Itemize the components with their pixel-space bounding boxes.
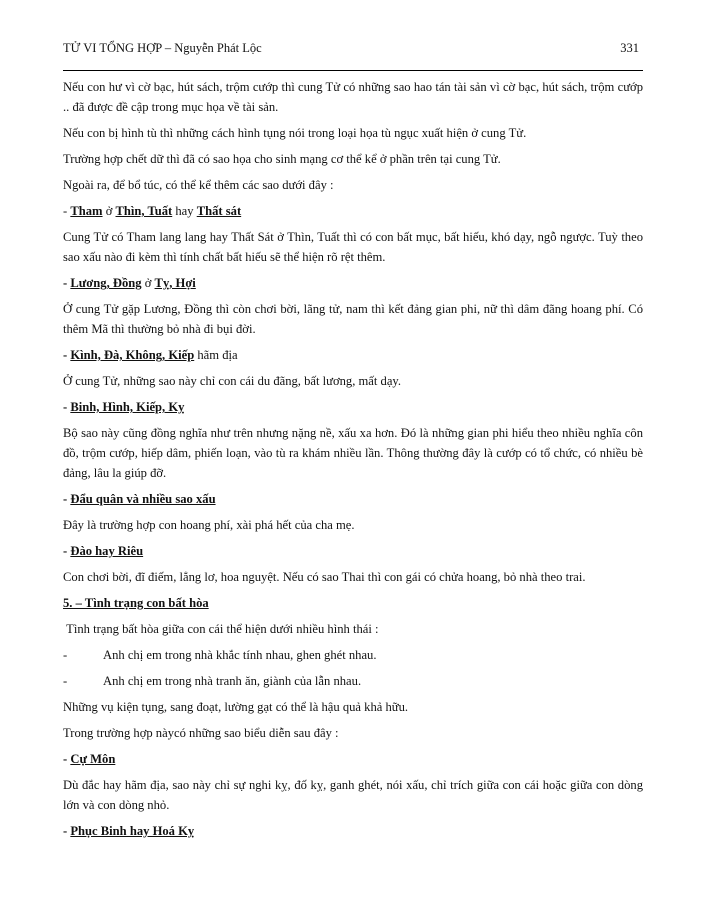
paragraph: Cung Tử có Tham lang lang hay Thất Sát ở Thìn, Tuất thì có con bất mục, bất hiếu, khó dạy, ngỗ ngược. Tuỳ theo sao xấu nào đi kèm thì tính chất bất hiếu sẽ thể hiện rõ rệt thêm. <box>63 230 643 264</box>
list-item: - Anh chị em trong nhà khắc tính nhau, ghen ghét nhau. <box>63 648 377 662</box>
subheading-kinh-da: - Kình, Đà, Không, Kiếp hãm địa <box>63 348 238 362</box>
paragraph: Con chơi bời, đĩ điếm, lẳng lơ, hoa nguyệt. Nếu có sao Thai thì con gái có chửa hoang, bỏ nhà theo trai. <box>63 570 586 584</box>
paragraph: Trong trường hợp nàycó những sao biểu diễn sau đây : <box>63 726 339 740</box>
subheading-dao-rieu: - Đào hay Riêu <box>63 544 144 558</box>
content <box>63 77 643 847</box>
paragraph: Nếu con bị hình tù thì những cách hình tụng nói trong loại họa tù ngục xuất hiện ở cung Tử. <box>63 126 527 140</box>
list-item: - Anh chị em trong nhà tranh ăn, giành của lẫn nhau. <box>63 674 362 688</box>
page-number: 331 <box>620 41 639 55</box>
paragraph: Bộ sao này cũng đồng nghĩa như trên nhưng nặng nề, xấu xa hơn. Đó là những gian phi hiểu theo nhiều nghĩa côn đồ, trộm cướp, hiếp dâm, phiến loạn, vào tù ra khám nhiều lần. Thông thường đây là cướp có tổ chức, có nhiều bè đảng, lâu la giúp đỡ. <box>63 426 643 480</box>
subheading-luong-dong: - Lương, Đồng ở Tỵ, Hợi <box>63 276 196 290</box>
paragraph: Dù đắc hay hãm địa, sao này chỉ sự nghi kỵ, đố kỵ, ganh ghét, nói xấu, chỉ trích giữa con cái hoặc giữa con dòng lớn và con dòng nhỏ. <box>63 778 643 812</box>
subheading-phuc-binh: - Phục Binh hay Hoá Kỵ <box>63 824 195 838</box>
subheading-cu-mon: - Cự Môn <box>63 752 116 766</box>
page-header <box>63 41 639 56</box>
paragraph: Ở cung Tử, những sao này chỉ con cái du đãng, bất lương, mất dạy. <box>63 374 402 388</box>
paragraph: Những vụ kiện tụng, sang đoạt, lường gạt có thể là hậu quả khả hữu. <box>63 700 409 714</box>
header-title: TỬ VI TỔNG HỢP – Nguyễn Phát Lộc <box>63 41 262 55</box>
subheading-dau-quan: - Đẩu quân và nhiều sao xấu <box>63 492 216 506</box>
paragraph: Nếu con hư vì cờ bạc, hút sách, trộm cướp thì cung Tử có những sao hao tán tài sản vì cờ bạc, hút sách, trộm cướp .. đã được đề cập trong mục họa về tài sản. <box>63 80 643 114</box>
subheading-binh-hinh: - Binh, Hình, Kiếp, Kỵ <box>63 400 185 414</box>
subheading-tham: - Tham ở Thìn, Tuất hay Thất sát <box>63 204 242 218</box>
section-heading: 5. – Tình trạng con bất hòa <box>63 596 209 610</box>
paragraph: Ngoài ra, để bổ túc, có thể kể thêm các sao dưới đây : <box>63 178 334 192</box>
paragraph: Ở cung Tử gặp Lương, Đồng thì còn chơi bời, lãng tử, nam thì kết đảng gian phi, nữ thì dâm đãng hoang phí. Có thêm Mã thì thường bỏ nhà đi bụi đời. <box>63 302 643 336</box>
paragraph: Tình trạng bất hòa giữa con cái thể hiện dưới nhiều hình thái : <box>63 622 379 636</box>
paragraph: Trường hợp chết dữ thì đã có sao họa cho sinh mạng cơ thể kể ở phần trên tại cung Tử. <box>63 152 501 166</box>
header-rule <box>63 70 643 71</box>
paragraph: Đây là trường hợp con hoang phí, xài phá hết của cha mẹ. <box>63 518 355 532</box>
